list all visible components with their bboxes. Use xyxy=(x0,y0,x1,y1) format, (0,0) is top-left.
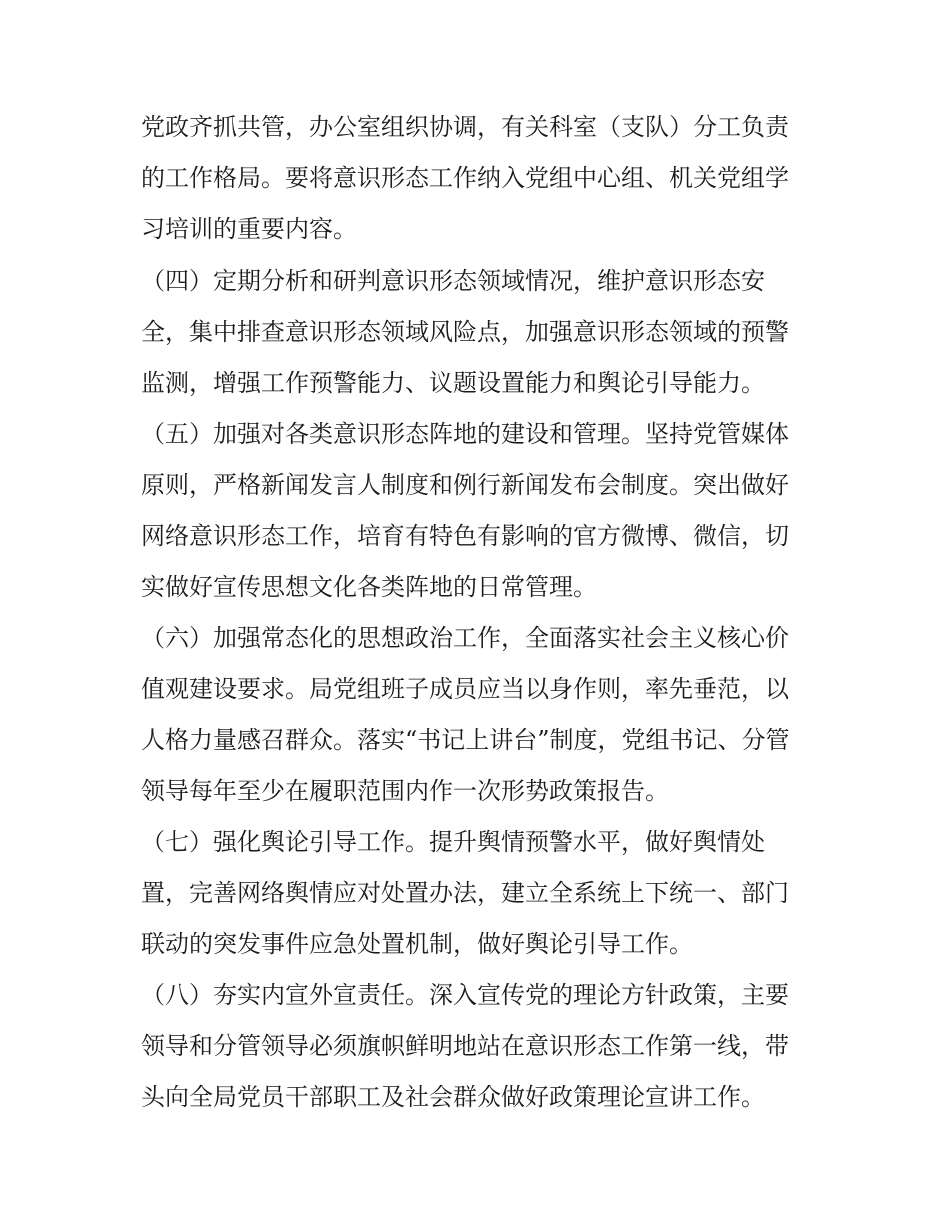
text-line: （七）强化舆论引导工作。提升舆情预警水平，做好舆情处 xyxy=(141,828,765,856)
text-line: 党政齐抓共管，办公室组织协调，有关科室（支队）分工负责 xyxy=(141,113,789,141)
text-line: 网络意识形态工作，培育有特色有影响的官方微博、微信，切 xyxy=(141,522,789,550)
text-line: 置，完善网络舆情应对处置办法，建立全系统上下统一、部门 xyxy=(141,879,789,907)
text-line: 值观建设要求。局党组班子成员应当以身作则，率先垂范，以 xyxy=(141,675,789,703)
text-line: 联动的突发事件应急处置机制，做好舆论引导工作。 xyxy=(141,930,693,958)
text-line: （五）加强对各类意识形态阵地的建设和管理。坚持党管媒体 xyxy=(141,420,789,448)
text-line: 头向全局党员干部职工及社会群众做好政策理论宣讲工作。 xyxy=(141,1083,765,1111)
text-line: 人格力量感召群众。落实“书记上讲台”制度，党组书记、分管 xyxy=(141,726,790,754)
text-line: 习培训的重要内容。 xyxy=(141,215,357,243)
text-line: 领导和分管领导必须旗帜鲜明地站在意识形态工作第一线，带 xyxy=(141,1032,789,1060)
text-line: 全，集中排查意识形态领域风险点，加强意识形态领域的预警 xyxy=(141,318,789,346)
text-line: （四）定期分析和研判意识形态领域情况，维护意识形态安 xyxy=(141,267,765,295)
text-line: 的工作格局。要将意识形态工作纳入党组中心组、机关党组学 xyxy=(141,164,789,192)
text-line: 实做好宣传思想文化各类阵地的日常管理。 xyxy=(141,573,597,601)
text-line: 领导每年至少在履职范围内作一次形势政策报告。 xyxy=(141,777,669,805)
text-line: 原则，严格新闻发言人制度和例行新闻发布会制度。突出做好 xyxy=(141,471,789,499)
text-line: （八）夯实内宣外宣责任。深入宣传党的理论方针政策，主要 xyxy=(141,981,789,1009)
text-line: （六）加强常态化的思想政治工作，全面落实社会主义核心价 xyxy=(141,624,789,652)
text-line: 监测，增强工作预警能力、议题设置能力和舆论引导能力。 xyxy=(141,369,765,397)
